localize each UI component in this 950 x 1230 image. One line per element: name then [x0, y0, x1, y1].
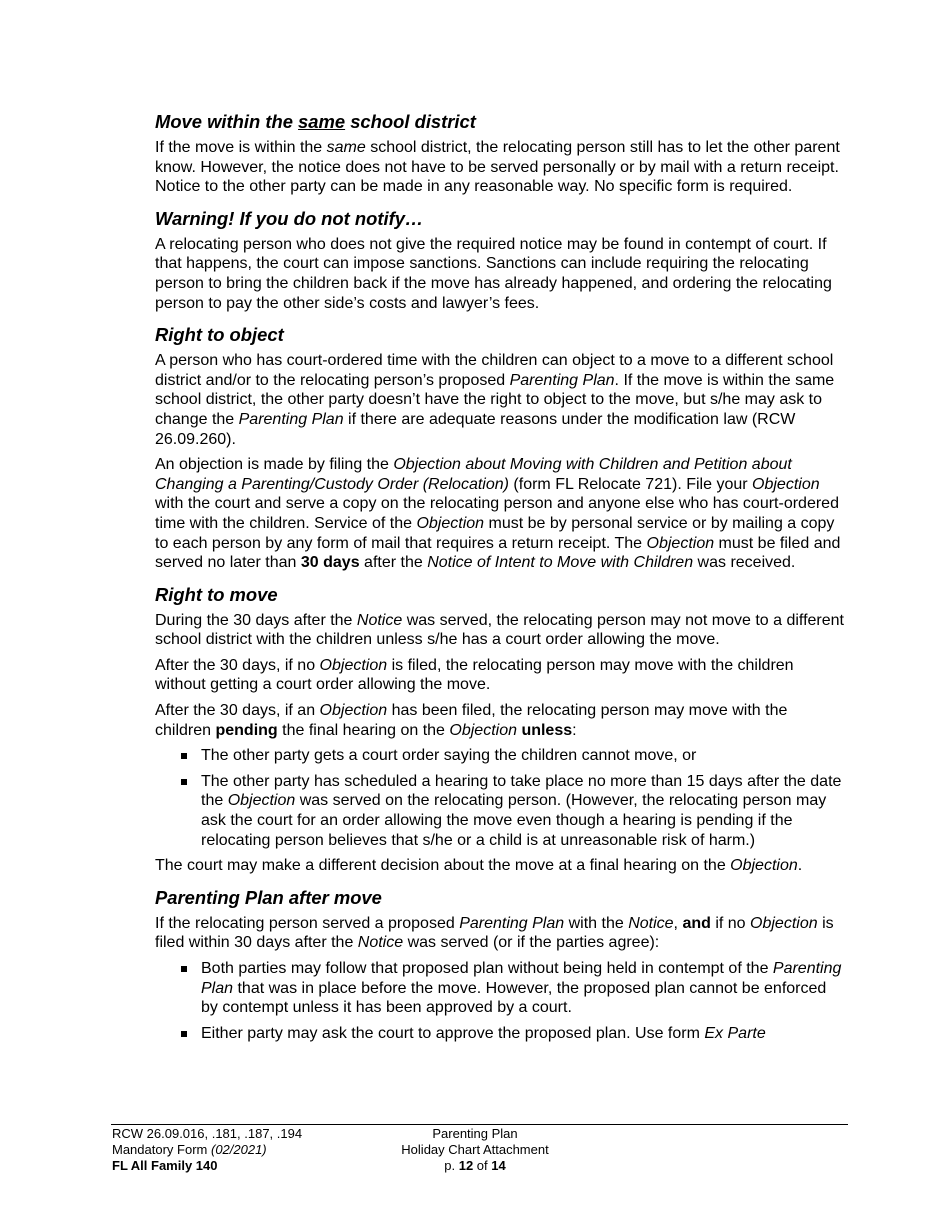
bullet-list — [155, 959, 845, 1043]
heading-warning: Warning! If you do not notify… — [155, 207, 424, 229]
section-same-district — [155, 110, 845, 197]
heading-same-district: Move within the same school district — [155, 111, 476, 132]
page-number: p. 12 of 14 — [444, 1158, 506, 1173]
bullet-icon — [181, 753, 187, 759]
heading-parenting-plan-after-move: Parenting Plan after move — [155, 886, 382, 908]
list-item: Either party may ask the court to approve the proposed plan. Use form Ex Parte — [155, 1024, 845, 1044]
paragraph: An objection is made by filing the Objection about Moving with Children and Petition about Changing a Parenting/Custody Order (Relocation) (form FL Relocate 721). File your Objection with the court and serve a copy on the relocating person and anyone else who has court-ordered time with the children. Service of the Objection must be by personal service or by mailing a copy to each person by any form of mail that requires a return receipt. The Objection must be filed and served no later than 30 days after the Notice of Intent to Move with Children was received. — [155, 456, 841, 572]
heading-right-to-object: Right to object — [155, 324, 284, 346]
footer-rcw: RCW 26.09.016, .181, .187, .194 — [112, 1126, 303, 1141]
footer-title-line1: Parenting Plan — [432, 1126, 518, 1141]
paragraph: After the 30 days, if no Objection is filed, the relocating person may move with the children without getting a court order allowing the move. — [155, 656, 794, 694]
list-item: The other party has scheduled a hearing to take place no more than 15 days after the date the Objection was served on the relocating person. (However, the relocating person may ask the court for an order allowing the move even though a hearing is pending if the relocating person believes that s/he or a child is at unreasonable risk of harm.) — [155, 772, 845, 850]
paragraph: If the relocating person served a proposed Parenting Plan with the Notice, and if no Objection is filed within 30 days after the Notice was served (or if the parties agree): — [155, 914, 834, 952]
bullet-icon — [181, 966, 187, 972]
bullet-icon — [181, 779, 187, 785]
document-body — [155, 110, 845, 1049]
paragraph: After the 30 days, if an Objection has been filed, the relocating person may move with the children pending the final hearing on the Objection unless: — [155, 702, 788, 739]
bullet-icon — [181, 1031, 187, 1037]
footer-mandatory-form: Mandatory Form (02/2021) — [112, 1142, 267, 1157]
section-right-to-object — [155, 323, 845, 573]
section-right-to-move — [155, 583, 845, 876]
bullet-list — [155, 746, 845, 850]
footer-divider — [111, 1124, 848, 1125]
footer-title-line2: Holiday Chart Attachment — [401, 1142, 549, 1157]
paragraph: A person who has court-ordered time with the children can object to a move to a different school district and/or to the relocating person’s proposed Parenting Plan. If the move is within the same school district, the other party doesn’t have the right to object to the move, but s/he may ask to change the Parenting Plan if there are adequate reasons under the modification law (RCW 26.09.260). — [155, 352, 835, 448]
paragraph: The court may make a different decision about the move at a final hearing on the Objection. — [155, 857, 803, 875]
footer-document-title — [355, 1126, 595, 1174]
section-warning — [155, 207, 845, 313]
footer-form-info — [112, 1126, 302, 1174]
footer-form-number: FL All Family 140 — [112, 1158, 218, 1173]
section-parenting-plan-after-move — [155, 886, 845, 1044]
heading-right-to-move: Right to move — [155, 583, 278, 605]
paragraph: During the 30 days after the Notice was served, the relocating person may not move to a different school district with the children unless s/he has a court order allowing the move. — [155, 611, 844, 649]
paragraph: A relocating person who does not give the required notice may be found in contempt of court. If that happens, the court can impose sanctions. Sanctions can include requiring the relocating person to bring the children back if the move has already happened, and ordering the relocating person to pay the other side’s costs and lawyer’s fees. — [155, 235, 832, 312]
list-item: The other party gets a court order saying the children cannot move, or — [155, 746, 845, 766]
list-item: Both parties may follow that proposed plan without being held in contempt of the Parenting Plan that was in place before the move. However, the proposed plan cannot be enforced by contempt unless it has been approved by a court. — [155, 959, 845, 1018]
paragraph: If the move is within the same school district, the relocating person still has to let the other parent know. However, the notice does not have to be served personally or by mail with a return receipt. Notice to the other party can be made in any reasonable way. No specific form is required. — [155, 139, 840, 196]
